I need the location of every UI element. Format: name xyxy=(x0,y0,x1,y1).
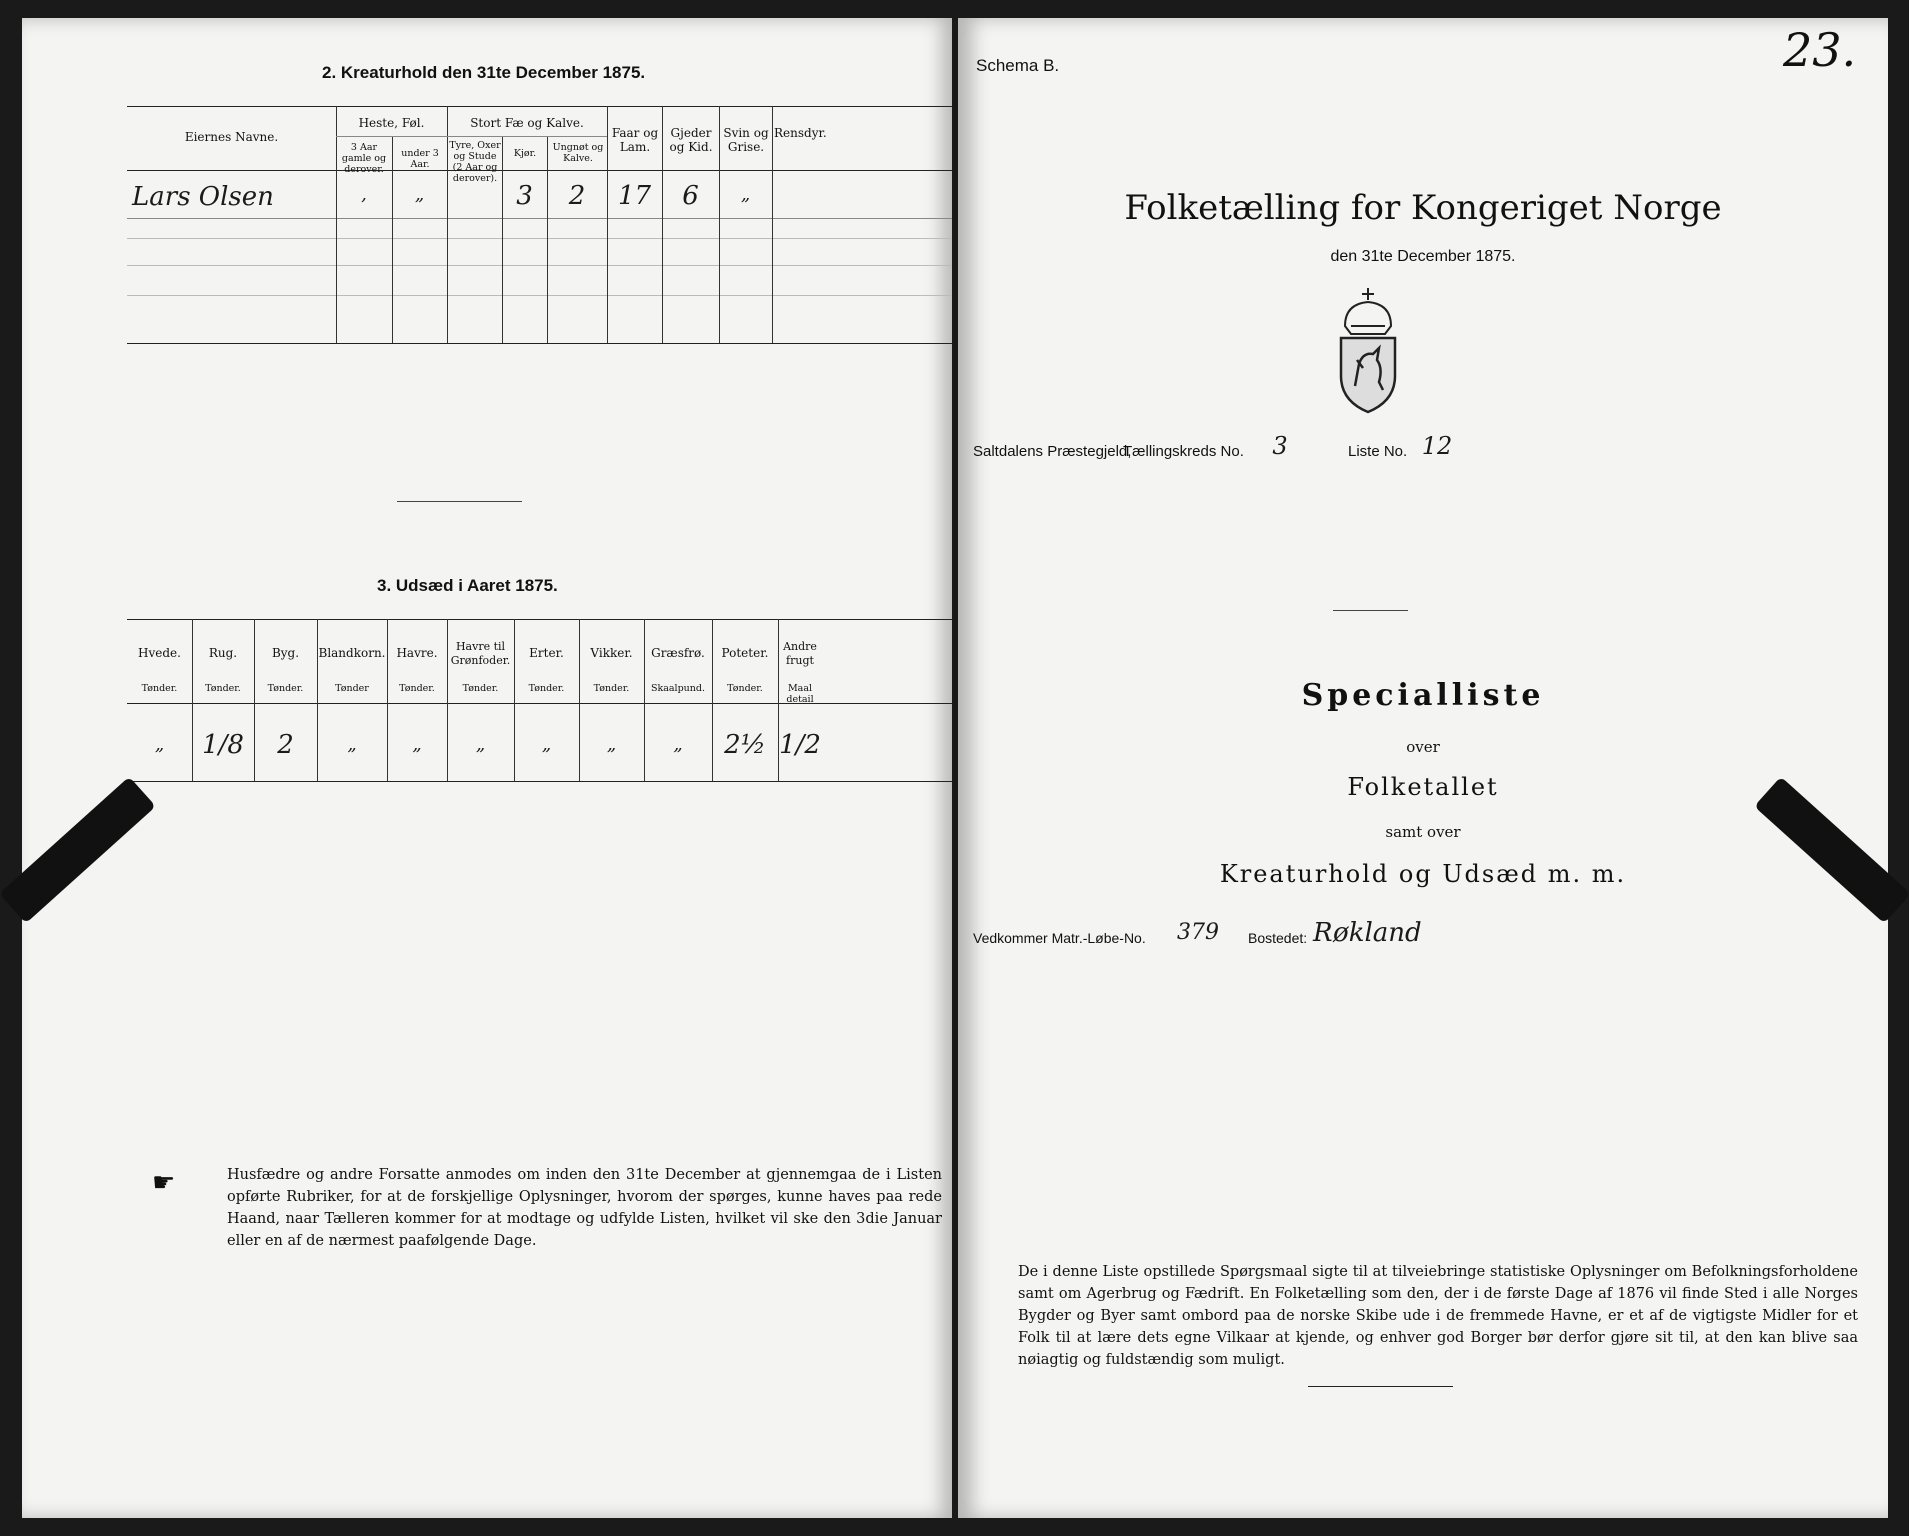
list-value: 12 xyxy=(1421,432,1453,460)
goats-value: 6 xyxy=(682,181,699,211)
cows-header: Kjør. xyxy=(513,148,537,159)
pointing-hand-icon: ☛ xyxy=(152,1168,176,1198)
horses-3yr-value: , xyxy=(361,184,367,205)
parish-label: Saltdalens Præstegjeld, xyxy=(973,443,1132,460)
cattle-header: Stort Fæ og Kalve. xyxy=(470,116,584,130)
intro-text: De i denne Liste opstillede Spørgsmaal sigte til at tilveiebringe statistiske Oplysninger om Befolkningsforholdene samt om Agerbrug og Fædrift. En Folketælling som den, der i de første Dage af 1876 vil finde Sted i alle Norges Bygder og Byer samt ombord paa de norske Skibe ude i de fremmede Havne, er et af de vigtigste Midler for et Folk til at lære dets egne Vilkaar at kjende, og enhver god Borger bør derfor gjøre sit til, at den kan blive saa nøiagtig og fuldstændig som muligt. xyxy=(1018,1264,1858,1368)
s3-value-10: 1/2 xyxy=(779,730,821,760)
s3-unit-7: Tønder. xyxy=(593,683,630,694)
pigs-value: „ xyxy=(740,184,751,205)
s3-value-9: 2½ xyxy=(724,730,766,760)
s3-header-9: Poteter. xyxy=(721,646,769,660)
horses-3yr-header: 3 Aar gamle og derover. xyxy=(341,142,387,175)
specialliste-heading: Specialliste xyxy=(1301,678,1545,713)
s3-unit-2: Tønder. xyxy=(267,683,304,694)
s3-unit-4: Tønder. xyxy=(399,683,435,694)
bosted-label: Bostedet: xyxy=(1248,930,1308,946)
s3-column-divider xyxy=(514,619,515,781)
s3-header-1: Rug. xyxy=(208,646,238,660)
young-value: 2 xyxy=(568,181,586,211)
s3-header-4: Havre. xyxy=(396,646,438,660)
s3-value-4: „ xyxy=(412,734,422,755)
s3-header-6: Erter. xyxy=(529,646,564,660)
horses-under3-value: „ xyxy=(414,184,425,205)
cows-value: 3 xyxy=(516,181,533,211)
s3-value-8: „ xyxy=(673,734,683,755)
s3-value-5: „ xyxy=(475,734,486,755)
district-label: Tællingskreds No. xyxy=(1123,443,1244,460)
page-number: 23. xyxy=(1783,23,1857,77)
s3-unit-9: Tønder. xyxy=(727,683,763,694)
s3-column-divider xyxy=(317,619,318,781)
s3-unit-0: Tønder. xyxy=(141,683,178,694)
samt-over-text: samt over xyxy=(1385,823,1461,841)
young-header: Ungnøt og Kalve. xyxy=(552,142,604,164)
census-title: Folketælling for Kongeriget Norge xyxy=(1124,188,1722,228)
list-label: Liste No. xyxy=(1348,443,1408,460)
district-value: 3 xyxy=(1272,432,1288,460)
s3-header-8: Græsfrø. xyxy=(651,646,705,660)
coat-of-arms-icon xyxy=(1333,286,1403,416)
horses-header: Heste, Føl. xyxy=(358,116,425,130)
bosted-value: Røkland xyxy=(1313,918,1422,948)
notice-text: Husfædre og andre Forsatte anmodes om inden den 31te December at gjennemgaa de i Listen opførte Rubriker, for at de forskjellige Oplysninger, hvorom der spørges, kunne haves paa rede Haand, naar Tælleren kommer for at modtage og udfylde Listen, hvilket vil ske den 3die Januar eller en af de nærmest paafølgende Dage. xyxy=(227,1167,942,1249)
s3-header-0: Hvede. xyxy=(138,646,181,660)
horses-under3-header: under 3 Aar. xyxy=(401,148,439,170)
s3-unit-1: Tønder. xyxy=(205,683,241,694)
s3-value-1: 1/8 xyxy=(202,730,244,760)
s3-value-3: „ xyxy=(347,734,357,755)
s3-column-divider xyxy=(644,619,645,781)
section2-title: 2. Kreaturhold den 31te December 1875. xyxy=(322,63,646,82)
s3-value-2: 2 xyxy=(277,730,294,760)
goats-header: Gjeder og Kid. xyxy=(669,126,713,154)
s3-unit-5: Tønder. xyxy=(462,683,499,694)
s3-header-3: Blandkorn. xyxy=(318,646,386,660)
s3-unit-3: Tønder xyxy=(335,683,369,694)
s3-column-divider xyxy=(579,619,580,781)
s3-value-0: „ xyxy=(154,734,165,755)
bulls-header: Tyre, Oxer og Stude (2 Aar og derover). xyxy=(449,140,501,184)
s3-header-5: Havre til Grønfoder. xyxy=(450,640,511,667)
s3-header-7: Vikker. xyxy=(590,646,633,660)
sheep-header: Faar og Lam. xyxy=(611,126,659,154)
s3-header-2: Byg. xyxy=(271,646,300,660)
section3-title: 3. Udsæd i Aaret 1875. xyxy=(377,576,558,595)
s3-header-10: Andre frugt xyxy=(783,640,817,667)
reindeer-header: Rensdyr. xyxy=(774,126,827,140)
matr-label: Vedkommer Matr.-Løbe-No. xyxy=(973,930,1146,946)
left-page xyxy=(22,18,952,1518)
s3-column-divider xyxy=(387,619,388,781)
owner-name: Lars Olsen xyxy=(132,182,274,212)
s3-value-7: „ xyxy=(606,734,617,755)
pigs-header: Svin og Grise. xyxy=(723,126,769,154)
census-date: den 31te December 1875. xyxy=(1330,248,1516,265)
folketallet-text: Folketallet xyxy=(1347,773,1499,801)
sheep-value: 17 xyxy=(617,181,652,211)
schema-label: Schema B. xyxy=(976,56,1060,75)
s3-unit-8: Skaalpund. xyxy=(650,683,706,694)
matr-value: 379 xyxy=(1177,920,1219,945)
s3-unit-6: Tønder. xyxy=(528,683,565,694)
right-page xyxy=(958,18,1888,1518)
s3-unit-10: Maal detail xyxy=(786,683,814,705)
subtitle-text: Kreaturhold og Udsæd m. m. xyxy=(1219,860,1627,888)
s3-value-6: „ xyxy=(541,734,552,755)
owner-header: Eiernes Navne. xyxy=(184,130,279,144)
over-text: over xyxy=(1406,738,1440,756)
